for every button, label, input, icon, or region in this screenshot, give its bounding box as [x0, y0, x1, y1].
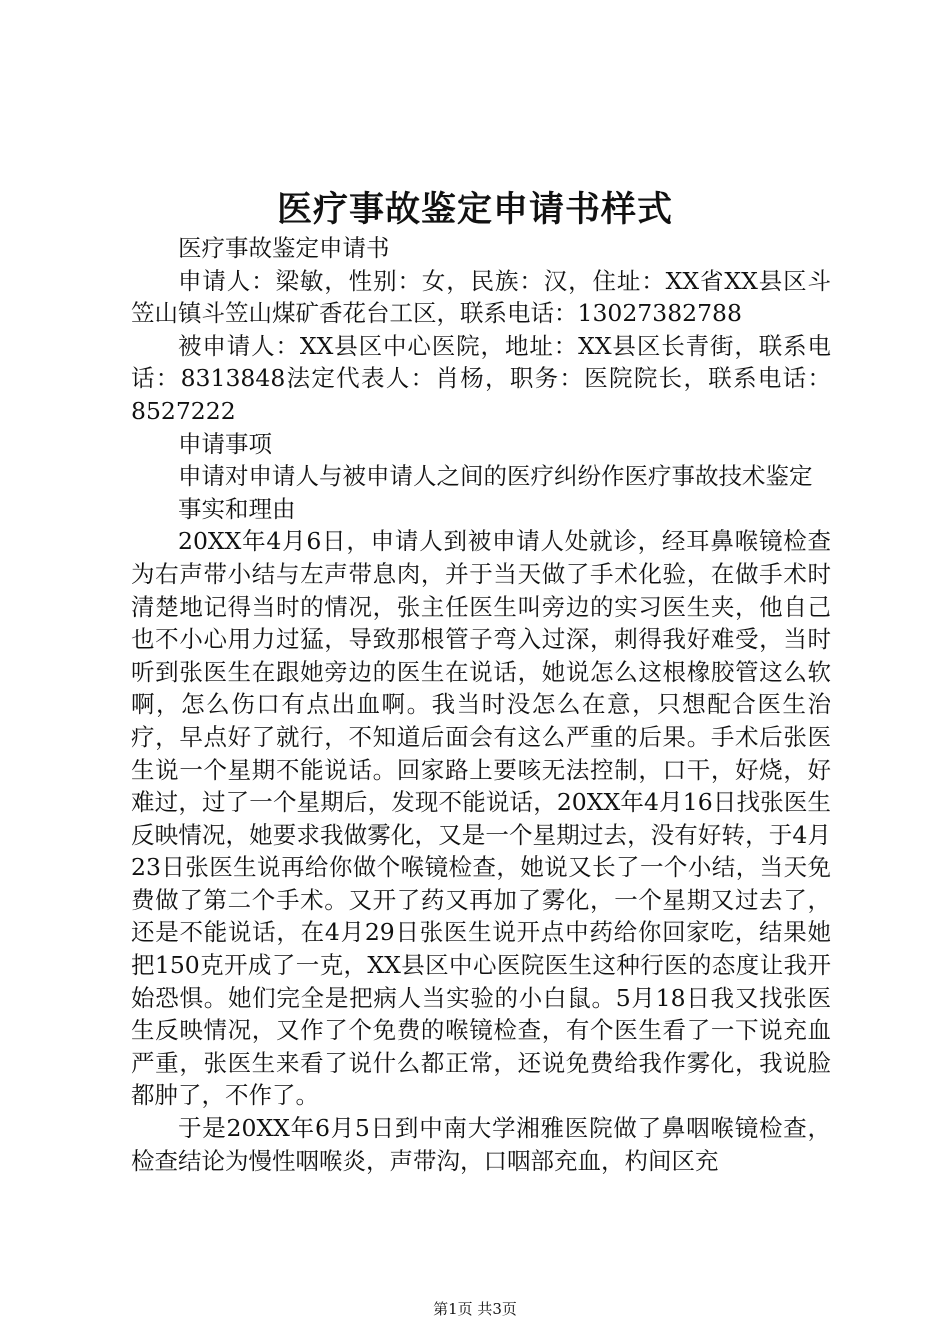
document-title: 医疗事故鉴定申请书样式: [276, 189, 673, 230]
paragraph-section-request: 申请事项: [178, 429, 272, 458]
paragraph-respondent: 被申请人：XX县区中心医院，地址：XX县区长青街，联系电话：8313848法定代表人：肖杨，职务：医院院长，联系电话：8527222: [131, 331, 831, 425]
page-number: 第1页 共3页: [433, 1300, 517, 1318]
paragraph-request: 申请对申请人与被申请人之间的医疗纠纷作医疗事故技术鉴定: [178, 462, 813, 491]
paragraph-applicant: 申请人：梁敏，性别：女，民族：汉，住址：XX省XX县区斗笠山镇斗笠山煤矿香花台工区，联系电话：13027382788: [131, 266, 831, 328]
paragraph-heading: 医疗事故鉴定申请书: [178, 234, 390, 262]
paragraph-continuation: 于是20XX年6月5日到中南大学湘雅医院做了鼻咽喉镜检查，检查结论为慢性咽喉炎，声带沟，口咽部充血，杓间区充: [131, 1114, 831, 1175]
paragraph-facts: 20XX年4月6日，申请人到被申请人处就诊，经耳鼻喉镜检查为右声带小结与左声带息肉，并于当天做了手术化验，在做手术时清楚地记得当时的情况，张主任医生叫旁边的实习医生夹，他自己也不小心用力过猛，导致那根管子弯入过深，刺得我好难受，当时听到张医生在跟她旁边的医生在说话，她说怎么这根橡胶管这么软啊，怎么伤口有点出血啊。我当时没怎么在意，只想配合医生治疗，早点好了就行，不知道后面会有这么严重的后果。手术后张医生说一个星期不能说话。回家路上要咳无法控制，口干，好烧，好难过，过了一个星期后，发现不能说话，20XX年4月16日找张医生反映情况，她要求我做雾化，又是一个星期过去，没有好转，于4月23日张医生说再给你做个喉镜检查，她说又长了一个小结，当天免费做了第二个手术。又开了药又再加了雾化，一个星期又过去了，还是不能说话，在4月29日张医生说开点中药给你回家吃，结果她把150克开成了一克，XX县区中心医院医生这种行医的态度让我开始恐惧。她们完全是把病人当实验的小白鼠。5月18日我又找张医生反映情况，又作了个免费的喉镜检查，有个医生看了一下说充血严重，张医生来看了说什么都正常，还说免费给我作雾化，我说脸都肿了，不作了。: [131, 527, 831, 1110]
paragraph-section-facts: 事实和理由: [178, 494, 296, 523]
document-body: [131, 232, 831, 1177]
